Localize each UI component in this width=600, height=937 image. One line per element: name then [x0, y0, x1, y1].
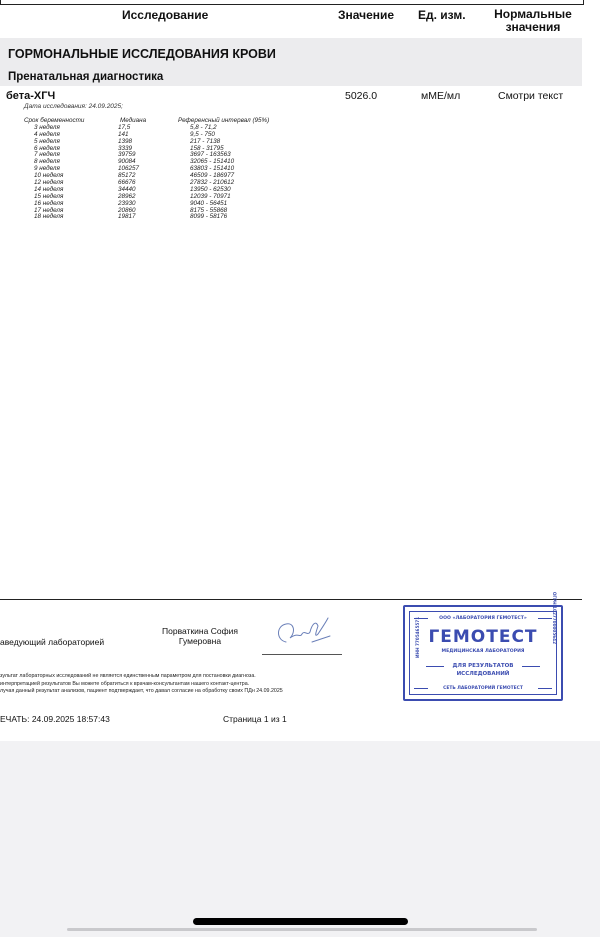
ref-median: 106257 [118, 165, 140, 173]
ref-interval: 158 - 31795 [190, 144, 224, 152]
stamp-subtitle: МЕДИЦИНСКАЯ ЛАБОРАТОРИЯ [441, 649, 525, 654]
signature-image [272, 612, 336, 652]
ref-median: 19817 [118, 213, 136, 221]
signature-divider [0, 599, 582, 600]
ref-term: 12 неделя [34, 179, 64, 187]
ref-median: 1398 [118, 137, 133, 145]
ref-interval: 5,8 - 71,2 [190, 123, 217, 131]
test-date: Дата исследования: 24.09.2025; [24, 103, 123, 110]
ref-interval: 13950 - 62530 [190, 185, 231, 193]
horizontal-scrollbar[interactable] [67, 928, 537, 931]
stamp-ogrn: ОГРН 1027700005642 [552, 591, 557, 644]
ref-term: 16 неделя [34, 199, 64, 207]
ref-term: 9 неделя [34, 165, 60, 173]
ref-interval: 63803 - 151410 [190, 165, 235, 173]
stamp-inn: ИНН 7705465571 [415, 616, 420, 658]
ref-header-term: Срок беременности [24, 117, 85, 124]
disclaimer-line: лучая данный результат анализов, пациент подтверждает, что давал согласие на обработку своих ПДн 24.09.2025 [0, 688, 283, 695]
ref-median: 85172 [118, 172, 136, 180]
ref-median: 66676 [118, 179, 136, 187]
disclaimer-line: зультат лабораторных исследований не является единственным параметром для постановки диагноза. [0, 673, 256, 679]
ref-term: 8 неделя [34, 158, 60, 166]
ref-header-interval: Референсный интервал (95%) [178, 117, 270, 124]
col-header-norm [488, 8, 578, 34]
ref-median: 20860 [118, 206, 136, 214]
stamp-middle [410, 663, 556, 678]
ref-interval: 9040 - 56451 [190, 199, 228, 207]
manager-title: аведующий лабораторией [0, 637, 105, 647]
ref-median: 34440 [118, 185, 136, 193]
ref-term: 17 неделя [34, 206, 64, 214]
ref-median: 23930 [118, 199, 136, 207]
stamp-top-text: ООО «ЛАБОРАТОРИЯ ГЕМОТЕСТ» [439, 616, 527, 621]
subsection-title: Пренатальная диагностика [8, 71, 164, 83]
ref-interval: 32065 - 151410 [190, 158, 235, 166]
ref-term: 3 неделя [34, 123, 60, 131]
stamp-middle-line2: ИССЛЕДОВАНИЙ [456, 670, 510, 677]
col-header-norm-line1: Нормальные [494, 7, 572, 21]
ref-median: 39759 [118, 151, 136, 159]
disclaimer-line: интерпретацией результатов Вы можете обратиться к врачам-консультантам нашего контакт-центра. [0, 680, 250, 687]
doctor-name-line2: Гумеровна [178, 636, 222, 646]
stamp-middle-line1: ДЛЯ РЕЗУЛЬТАТОВ [452, 663, 514, 669]
ref-term: 18 неделя [34, 213, 64, 221]
col-header-norm-line2: значения [505, 20, 561, 34]
ref-header-median: Медиана [120, 117, 147, 124]
disclaimer [0, 673, 283, 696]
stamp-brand: ГЕМОТЕСТ [428, 627, 538, 647]
home-indicator[interactable] [193, 918, 408, 925]
signature-underline [262, 654, 342, 655]
ref-interval: 9,5 - 750 [190, 130, 215, 138]
ref-median: 28962 [118, 192, 136, 200]
test-norm: Смотри текст [498, 90, 564, 102]
ref-term: 7 неделя [34, 151, 60, 159]
ref-term: 6 неделя [34, 144, 60, 152]
col-header-unit: Ед. изм. [418, 8, 466, 22]
ref-median: 90084 [118, 158, 136, 166]
doctor-name-line1: Порваткина София [162, 626, 238, 636]
ref-interval: 8175 - 55868 [190, 206, 228, 214]
test-value: 5026.0 [345, 90, 378, 102]
page-number: Страница 1 из 1 [223, 714, 287, 724]
lab-stamp [403, 591, 563, 701]
ref-term: 15 неделя [34, 192, 64, 200]
ref-interval: 46509 - 186977 [190, 172, 235, 180]
doctor-name [144, 626, 256, 646]
ref-term: 4 неделя [34, 130, 60, 138]
ref-interval: 3697 - 163563 [190, 151, 231, 159]
ref-median: 17,5 [118, 123, 131, 131]
print-timestamp: ЕЧАТЬ: 24.09.2025 18:57:43 [0, 714, 110, 724]
ref-interval: 27832 - 210612 [190, 179, 235, 187]
ref-term: 5 неделя [34, 137, 60, 145]
col-header-value: Значение [338, 8, 395, 22]
stamp-bottom-text: СЕТЬ ЛАБОРАТОРИЙ ГЕМОТЕСТ [443, 686, 523, 691]
ref-interval: 12039 - 70971 [190, 192, 231, 200]
ref-median: 3339 [118, 144, 133, 152]
top-border [0, 0, 584, 5]
test-name: бета-ХГЧ [6, 90, 56, 102]
col-header-test: Исследование [122, 8, 209, 22]
section-title: ГОРМОНАЛЬНЫЕ ИССЛЕДОВАНИЯ КРОВИ [8, 47, 276, 61]
stamp-inner-border [409, 591, 557, 695]
ref-interval: 8099 - 58176 [190, 213, 228, 221]
test-unit: мМЕ/мл [421, 90, 461, 102]
ref-median: 141 [118, 130, 129, 138]
ref-interval: 217 - 7138 [190, 137, 221, 145]
ref-term: 14 неделя [34, 185, 64, 193]
ref-term: 10 неделя [34, 172, 64, 180]
